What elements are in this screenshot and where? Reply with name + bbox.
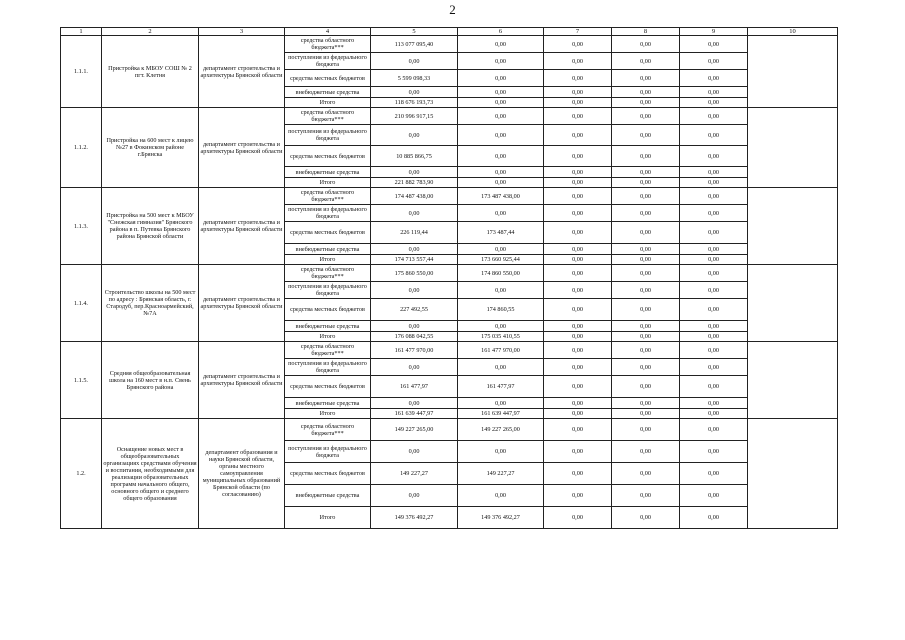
value-cell: 0,00 xyxy=(544,419,612,441)
value-cell: 0,00 xyxy=(458,125,544,146)
value-cell: 0,00 xyxy=(458,398,544,409)
value-cell: 149 227 265,00 xyxy=(458,419,544,441)
value-cell: 174 713 557,44 xyxy=(371,255,458,265)
value-cell: 0,00 xyxy=(544,485,612,507)
value-cell: 149 376 492,27 xyxy=(371,507,458,529)
funding-source-cell: внебюджетные средства xyxy=(285,485,371,507)
value-cell: 0,00 xyxy=(680,178,748,188)
value-cell: 0,00 xyxy=(458,70,544,87)
value-cell: 0,00 xyxy=(544,507,612,529)
value-cell: 0,00 xyxy=(371,321,458,332)
value-cell: 0,00 xyxy=(371,87,458,98)
value-cell: 173 660 925,44 xyxy=(458,255,544,265)
table-row xyxy=(61,188,838,205)
value-cell: 0,00 xyxy=(544,299,612,321)
header-cell: 9 xyxy=(680,28,748,36)
value-cell: 0,00 xyxy=(458,282,544,299)
value-cell: 0,00 xyxy=(544,359,612,376)
funding-source-cell: средства областного бюджета*** xyxy=(285,108,371,125)
value-cell: 0,00 xyxy=(680,70,748,87)
value-cell: 174 860 550,00 xyxy=(458,265,544,282)
item-number-cell: 1.1.1. xyxy=(61,36,102,108)
funding-source-cell: поступления из федерального бюджета xyxy=(285,282,371,299)
item-name-cell: Пристройка к МБОУ СОШ № 2 пгт. Клетня xyxy=(102,36,199,108)
funding-source-cell: Итого xyxy=(285,178,371,188)
value-cell: 0,00 xyxy=(544,441,612,463)
value-cell: 161 477 970,00 xyxy=(458,342,544,359)
value-cell: 0,00 xyxy=(371,205,458,222)
value-cell: 0,00 xyxy=(544,53,612,70)
value-cell: 0,00 xyxy=(458,485,544,507)
funding-source-cell: Итого xyxy=(285,507,371,529)
value-cell: 0,00 xyxy=(458,205,544,222)
empty-cell xyxy=(748,36,838,108)
funding-source-cell: средства местных бюджетов xyxy=(285,376,371,398)
value-cell: 0,00 xyxy=(612,398,680,409)
value-cell: 0,00 xyxy=(680,167,748,178)
funding-source-cell: Итого xyxy=(285,98,371,108)
value-cell: 0,00 xyxy=(544,342,612,359)
value-cell: 0,00 xyxy=(544,167,612,178)
value-cell: 0,00 xyxy=(680,485,748,507)
value-cell: 10 885 866,75 xyxy=(371,146,458,167)
value-cell: 0,00 xyxy=(680,205,748,222)
value-cell: 161 477,97 xyxy=(458,376,544,398)
value-cell: 0,00 xyxy=(544,409,612,419)
header-cell: 1 xyxy=(61,28,102,36)
value-cell: 0,00 xyxy=(544,36,612,53)
value-cell: 0,00 xyxy=(458,244,544,255)
value-cell: 0,00 xyxy=(680,409,748,419)
value-cell: 0,00 xyxy=(612,244,680,255)
value-cell: 0,00 xyxy=(680,53,748,70)
value-cell: 0,00 xyxy=(544,108,612,125)
value-cell: 0,00 xyxy=(680,507,748,529)
table-row xyxy=(61,342,838,359)
value-cell: 0,00 xyxy=(612,98,680,108)
executor-cell: департамент строительства и архитектуры Брянской области xyxy=(199,36,285,108)
funding-source-cell: внебюджетные средства xyxy=(285,244,371,255)
value-cell: 0,00 xyxy=(612,188,680,205)
value-cell: 0,00 xyxy=(612,265,680,282)
executor-cell: департамент строительства и архитектуры Брянской области xyxy=(199,265,285,342)
empty-cell xyxy=(748,342,838,419)
value-cell: 0,00 xyxy=(544,87,612,98)
value-cell: 0,00 xyxy=(612,125,680,146)
value-cell: 0,00 xyxy=(458,87,544,98)
item-name-cell: Пристройка на 600 мест к лицею №27 в Фокинском районе г.Брянска xyxy=(102,108,199,188)
item-name-cell: Строительство школы на 500 мест по адресу : Брянская область, г. Стародуб, пер.Красноармейский,№7А xyxy=(102,265,199,342)
item-number-cell: 1.1.3. xyxy=(61,188,102,265)
value-cell: 149 227,27 xyxy=(458,463,544,485)
value-cell: 0,00 xyxy=(680,265,748,282)
value-cell: 175 035 410,55 xyxy=(458,332,544,342)
value-cell: 0,00 xyxy=(680,342,748,359)
funding-source-cell: Итого xyxy=(285,255,371,265)
header-cell: 6 xyxy=(458,28,544,36)
value-cell: 0,00 xyxy=(680,108,748,125)
funding-source-cell: средства местных бюджетов xyxy=(285,70,371,87)
funding-source-cell: средства местных бюджетов xyxy=(285,299,371,321)
funding-source-cell: внебюджетные средства xyxy=(285,87,371,98)
value-cell: 0,00 xyxy=(612,376,680,398)
value-cell: 0,00 xyxy=(612,36,680,53)
value-cell: 0,00 xyxy=(680,441,748,463)
value-cell: 174 487 438,00 xyxy=(371,188,458,205)
value-cell: 149 227 265,00 xyxy=(371,419,458,441)
value-cell: 161 639 447,97 xyxy=(458,409,544,419)
funding-source-cell: внебюджетные средства xyxy=(285,398,371,409)
header-cell: 7 xyxy=(544,28,612,36)
funding-source-cell: внебюджетные средства xyxy=(285,167,371,178)
value-cell: 0,00 xyxy=(680,255,748,265)
value-cell: 0,00 xyxy=(544,321,612,332)
value-cell: 0,00 xyxy=(680,188,748,205)
value-cell: 175 860 550,00 xyxy=(371,265,458,282)
value-cell: 174 860,55 xyxy=(458,299,544,321)
value-cell: 0,00 xyxy=(680,282,748,299)
empty-cell xyxy=(748,265,838,342)
value-cell: 0,00 xyxy=(680,419,748,441)
value-cell: 0,00 xyxy=(612,409,680,419)
value-cell: 0,00 xyxy=(544,398,612,409)
value-cell: 0,00 xyxy=(680,87,748,98)
value-cell: 0,00 xyxy=(371,244,458,255)
value-cell: 0,00 xyxy=(371,441,458,463)
value-cell: 173 487 438,00 xyxy=(458,188,544,205)
header-cell: 10 xyxy=(748,28,838,36)
funding-source-cell: поступления из федерального бюджета xyxy=(285,441,371,463)
funding-source-cell: средства областного бюджета*** xyxy=(285,188,371,205)
value-cell: 0,00 xyxy=(680,244,748,255)
value-cell: 0,00 xyxy=(612,485,680,507)
value-cell: 0,00 xyxy=(612,463,680,485)
item-number-cell: 1.2. xyxy=(61,419,102,529)
funding-source-cell: Итого xyxy=(285,409,371,419)
item-name-cell: Пристройка на 500 мест к МБОУ "Снежская гимназия" Брянского района в п. Путевка Брянского района Брянской области xyxy=(102,188,199,265)
value-cell: 0,00 xyxy=(612,419,680,441)
executor-cell: департамент строительства и архитектуры Брянской области xyxy=(199,108,285,188)
value-cell: 0,00 xyxy=(371,282,458,299)
value-cell: 226 119,44 xyxy=(371,222,458,244)
value-cell: 0,00 xyxy=(544,282,612,299)
value-cell: 0,00 xyxy=(612,299,680,321)
funding-source-cell: средства местных бюджетов xyxy=(285,146,371,167)
value-cell: 0,00 xyxy=(544,205,612,222)
value-cell: 0,00 xyxy=(544,188,612,205)
value-cell: 0,00 xyxy=(680,98,748,108)
value-cell: 0,00 xyxy=(680,299,748,321)
value-cell: 0,00 xyxy=(680,222,748,244)
value-cell: 0,00 xyxy=(458,53,544,70)
value-cell: 0,00 xyxy=(371,53,458,70)
value-cell: 0,00 xyxy=(544,178,612,188)
funding-source-cell: поступления из федерального бюджета xyxy=(285,125,371,146)
executor-cell: департамент образования и науки Брянской области, органы местного самоуправления муниципальных образований Брянской области (по согласованию) xyxy=(199,419,285,529)
funding-source-cell: средства местных бюджетов xyxy=(285,463,371,485)
value-cell: 161 477 970,00 xyxy=(371,342,458,359)
value-cell: 118 676 193,73 xyxy=(371,98,458,108)
value-cell: 0,00 xyxy=(612,222,680,244)
value-cell: 0,00 xyxy=(612,342,680,359)
value-cell: 0,00 xyxy=(544,222,612,244)
header-cell: 4 xyxy=(285,28,371,36)
value-cell: 161 477,97 xyxy=(371,376,458,398)
value-cell: 0,00 xyxy=(680,146,748,167)
value-cell: 0,00 xyxy=(680,321,748,332)
funding-source-cell: Итого xyxy=(285,332,371,342)
item-number-cell: 1.1.5. xyxy=(61,342,102,419)
value-cell: 0,00 xyxy=(544,332,612,342)
value-cell: 0,00 xyxy=(544,146,612,167)
item-number-cell: 1.1.4. xyxy=(61,265,102,342)
funding-source-cell: средства местных бюджетов xyxy=(285,222,371,244)
table-row xyxy=(61,265,838,282)
empty-cell xyxy=(748,419,838,529)
value-cell: 149 376 492,27 xyxy=(458,507,544,529)
funding-source-cell: средства областного бюджета*** xyxy=(285,265,371,282)
value-cell: 0,00 xyxy=(544,463,612,485)
value-cell: 0,00 xyxy=(680,359,748,376)
value-cell: 0,00 xyxy=(612,321,680,332)
value-cell: 0,00 xyxy=(612,255,680,265)
value-cell: 161 639 447,97 xyxy=(371,409,458,419)
header-row xyxy=(61,28,838,36)
value-cell: 0,00 xyxy=(680,125,748,146)
value-cell: 0,00 xyxy=(680,398,748,409)
value-cell: 0,00 xyxy=(371,398,458,409)
value-cell: 0,00 xyxy=(612,87,680,98)
value-cell: 113 077 095,40 xyxy=(371,36,458,53)
value-cell: 0,00 xyxy=(680,376,748,398)
funding-source-cell: средства областного бюджета*** xyxy=(285,342,371,359)
funding-source-cell: средства областного бюджета*** xyxy=(285,419,371,441)
value-cell: 173 487,44 xyxy=(458,222,544,244)
item-number-cell: 1.1.2. xyxy=(61,108,102,188)
value-cell: 0,00 xyxy=(680,463,748,485)
value-cell: 0,00 xyxy=(612,108,680,125)
value-cell: 0,00 xyxy=(544,70,612,87)
value-cell: 0,00 xyxy=(458,36,544,53)
value-cell: 0,00 xyxy=(371,359,458,376)
header-cell: 5 xyxy=(371,28,458,36)
value-cell: 0,00 xyxy=(612,53,680,70)
value-cell: 0,00 xyxy=(612,359,680,376)
table-row xyxy=(61,419,838,441)
value-cell: 0,00 xyxy=(458,146,544,167)
value-cell: 5 599 098,33 xyxy=(371,70,458,87)
value-cell: 0,00 xyxy=(612,70,680,87)
value-cell: 0,00 xyxy=(371,485,458,507)
value-cell: 0,00 xyxy=(612,205,680,222)
budget-table xyxy=(60,27,838,529)
page-number: 2 xyxy=(449,2,456,17)
value-cell: 176 088 042,55 xyxy=(371,332,458,342)
executor-cell: департамент строительства и архитектуры Брянской области xyxy=(199,188,285,265)
executor-cell: департамент строительства и архитектуры Брянской области xyxy=(199,342,285,419)
value-cell: 0,00 xyxy=(458,359,544,376)
value-cell: 0,00 xyxy=(371,167,458,178)
value-cell: 0,00 xyxy=(544,244,612,255)
item-name-cell: Оснащение новых мест в общеобразовательных организациях средствами обучения и воспитания, необходимыми для реализации образовательных программ начального общего, основного общего и среднего общего образования xyxy=(102,419,199,529)
value-cell: 0,00 xyxy=(612,441,680,463)
value-cell: 0,00 xyxy=(612,167,680,178)
header-cell: 2 xyxy=(102,28,199,36)
value-cell: 0,00 xyxy=(612,332,680,342)
value-cell: 0,00 xyxy=(458,108,544,125)
value-cell: 0,00 xyxy=(458,167,544,178)
value-cell: 0,00 xyxy=(458,321,544,332)
value-cell: 0,00 xyxy=(458,98,544,108)
value-cell: 227 492,55 xyxy=(371,299,458,321)
value-cell: 0,00 xyxy=(612,178,680,188)
value-cell: 0,00 xyxy=(544,98,612,108)
table-row xyxy=(61,108,838,125)
empty-cell xyxy=(748,108,838,188)
value-cell: 0,00 xyxy=(680,332,748,342)
value-cell: 0,00 xyxy=(371,125,458,146)
value-cell: 0,00 xyxy=(612,507,680,529)
funding-source-cell: поступления из федерального бюджета xyxy=(285,359,371,376)
value-cell: 0,00 xyxy=(458,441,544,463)
empty-cell xyxy=(748,188,838,265)
funding-source-cell: средства областного бюджета*** xyxy=(285,36,371,53)
value-cell: 0,00 xyxy=(612,146,680,167)
value-cell: 149 227,27 xyxy=(371,463,458,485)
value-cell: 221 882 783,90 xyxy=(371,178,458,188)
header-cell: 3 xyxy=(199,28,285,36)
value-cell: 210 996 917,15 xyxy=(371,108,458,125)
value-cell: 0,00 xyxy=(544,376,612,398)
header-cell: 8 xyxy=(612,28,680,36)
value-cell: 0,00 xyxy=(544,265,612,282)
funding-source-cell: поступления из федерального бюджета xyxy=(285,205,371,222)
funding-source-cell: внебюджетные средства xyxy=(285,321,371,332)
item-name-cell: Средняя общеобразовательная школа на 160 мест в н.п. Свень Брянского района xyxy=(102,342,199,419)
value-cell: 0,00 xyxy=(544,125,612,146)
value-cell: 0,00 xyxy=(458,178,544,188)
value-cell: 0,00 xyxy=(612,282,680,299)
value-cell: 0,00 xyxy=(544,255,612,265)
funding-source-cell: поступления из федерального бюджета xyxy=(285,53,371,70)
table-row xyxy=(61,36,838,53)
value-cell: 0,00 xyxy=(680,36,748,53)
